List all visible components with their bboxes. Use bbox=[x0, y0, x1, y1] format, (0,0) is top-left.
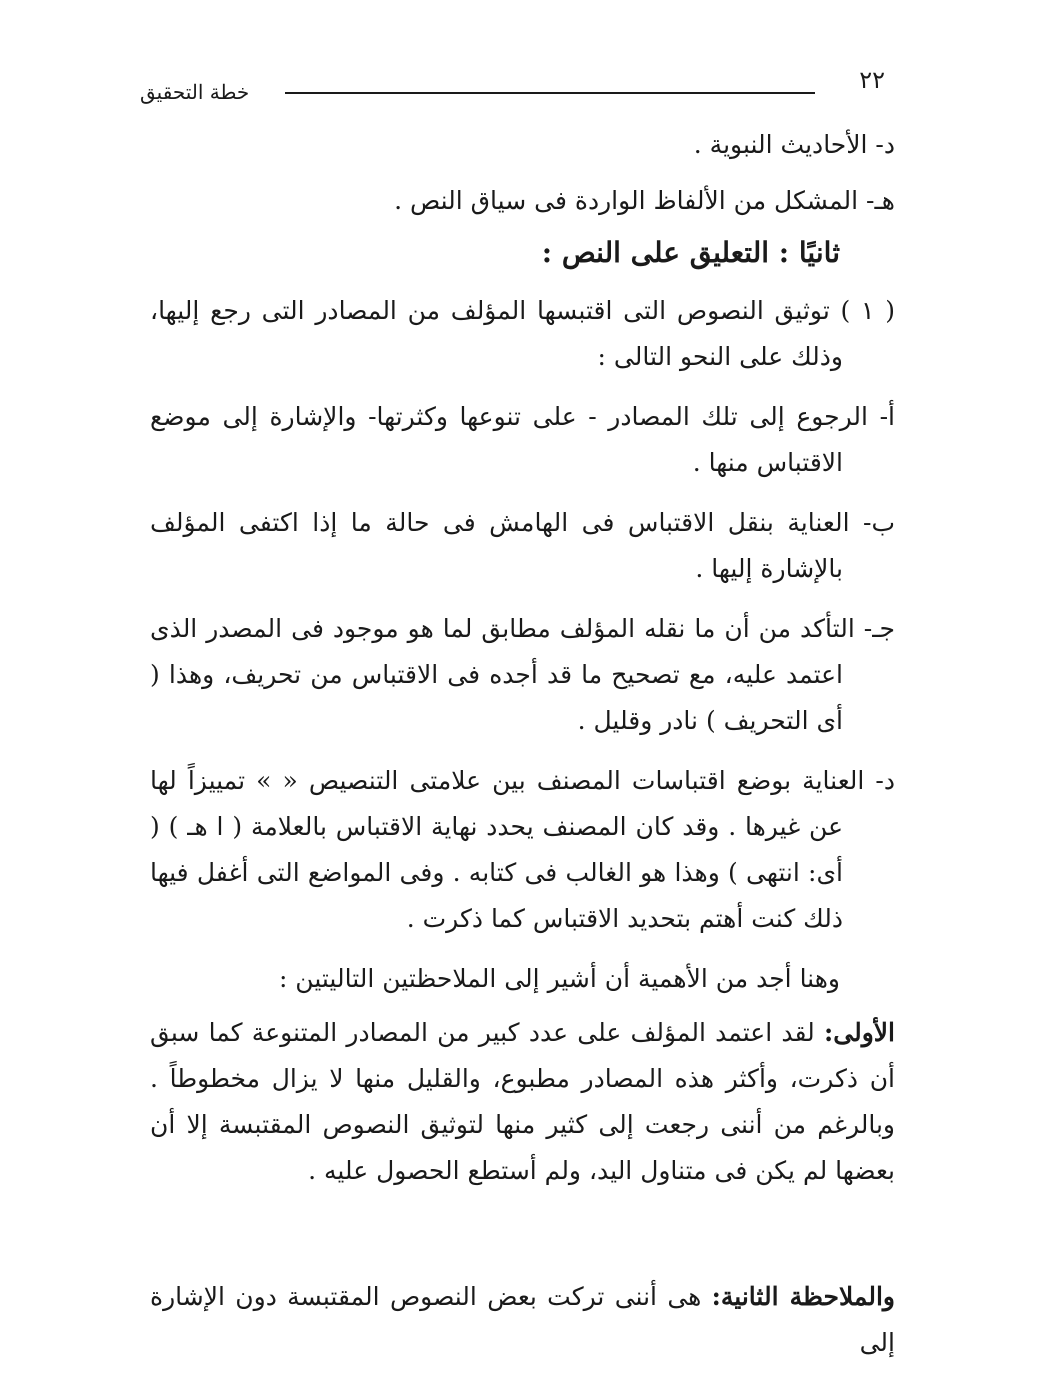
section-heading: ثانيًا : التعليق على النص : bbox=[541, 236, 840, 269]
note-first-text: لقد اعتمد المؤلف على عدد كبير من المصادر المتنوعة كما سبق أن ذكرت، وأكثر هذه المصادر مطبوع، والقليل منها لا يزال مخطوطاً . وبالرغم من أننى رجعت إلى كثير منها لتوثيق النصوص المقتبسة إلا أن بعضها لم يكن فى متناول اليد، ولم أستطع الحصول عليه . bbox=[150, 1018, 895, 1185]
list-item-a: أ- الرجوع إلى تلك المصادر - على تنوعها وكثرتها- والإشارة إلى موضع الاقتباس منها . bbox=[150, 402, 895, 477]
spacer bbox=[150, 1204, 895, 1274]
note-first-label: الأولى: bbox=[824, 1018, 895, 1047]
header-rule bbox=[285, 92, 815, 94]
list-item-d: د- الأحاديث النبوية . bbox=[693, 130, 895, 159]
list-item-h: هـ- المشكل من الألفاظ الواردة فى سياق النص . bbox=[394, 186, 895, 215]
body-text bbox=[150, 122, 895, 1376]
notes-intro: وهنا أجد من الأهمية أن أشير إلى الملاحظتين التاليتين : bbox=[278, 964, 840, 993]
list-item-j: جـ- التأكد من أن ما نقله المؤلف مطابق لما هو موجود فى المصدر الذى اعتمد عليه، مع تصحيح ما قد أجده فى الاقتباس من تحريف، وهذا ( أى التحريف ) نادر وقليل . bbox=[150, 614, 895, 735]
note-second-label: والملاحظة الثانية: bbox=[711, 1282, 895, 1311]
list-item-b: ب- العناية بنقل الاقتباس فى الهامش فى حالة ما إذا اكتفى المؤلف بالإشارة إليها . bbox=[150, 508, 895, 583]
page-header bbox=[140, 66, 885, 106]
list-item-d2: د- العناية بوضع اقتباسات المصنف بين علامتى التنصيص « » تمييزاً لها عن غيرها . وقد كان المصنف يحدد نهاية الاقتباس بالعلامة ( ا هـ ) ( أى: انتهى ) وهذا هو الغالب فى كتابه . وفى المواضع التى أغفل فيها ذلك كنت أهتم بتحديد الاقتباس كما ذكرت . bbox=[150, 766, 895, 933]
note-first bbox=[150, 1010, 895, 1194]
page-number: ٢٢ bbox=[859, 66, 885, 94]
running-title: خطة التحقيق bbox=[140, 80, 250, 104]
note-second bbox=[150, 1274, 895, 1366]
numbered-point-1: ( ١ ) توثيق النصوص التى اقتبسها المؤلف من المصادر التى رجع إليها، وذلك على النحو التالى : bbox=[150, 296, 895, 371]
note-second-text: هى أننى تركت بعض النصوص المقتبسة دون الإشارة إلى bbox=[150, 1282, 895, 1357]
